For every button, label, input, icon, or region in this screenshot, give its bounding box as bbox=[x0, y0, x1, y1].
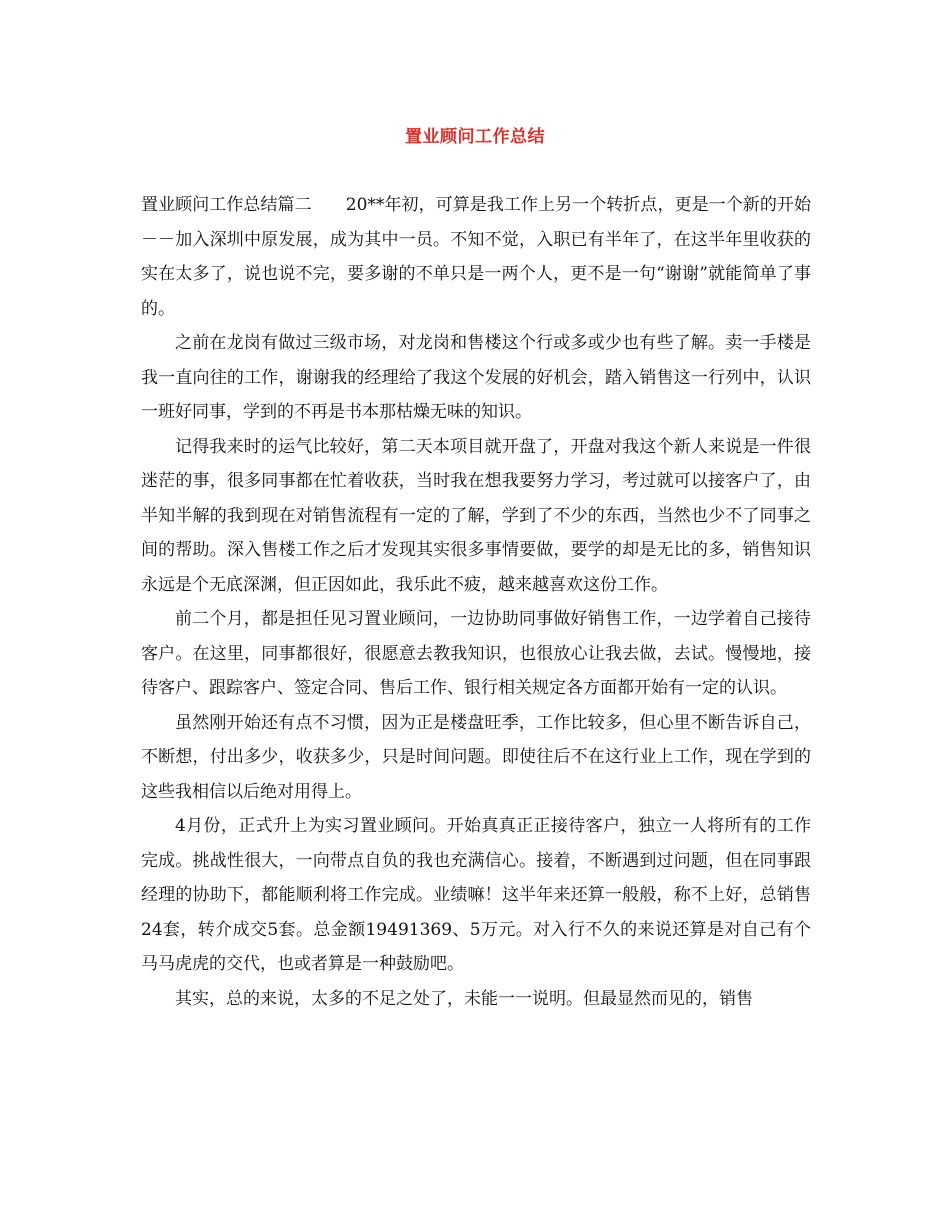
paragraph-promotion: 4月份，正式升上为实习置业顾问。开始真真正正接待客户，独立一人将所有的工作完成。挑战性很大，一向带点自负的我也充满信心。接着，不断遇到过问题，但在同事跟经理的协助下，都能顺利将工作完成。业绩嘛！这半年来还算一般般，称不上好，总销售24套，转介成交5套。总金额19491369、5万元。对入行不久的来说还算是对自己有个马马虎虎的交代，也或者算是一种鼓励吧。 bbox=[141, 816, 811, 974]
document-title: 置业顾问工作总结 bbox=[405, 127, 545, 147]
paragraph-trainee-period: 前二个月，都是担任见习置业顾问，一边协助同事做好销售工作，一边学着自己接待客户。在这里，同事都很好，很愿意去教我知识，也很放心让我去做，去试。慢慢地，接待客户、跟踪客户、签定合同、售后工作、银行相关规定各方面都开始有一定的认识。 bbox=[141, 609, 811, 698]
paragraph-background: 之前在龙岗有做过三级市场，对龙岗和售楼这个行或多或少也有些了解。卖一手楼是我一直向往的工作，谢谢我的经理给了我这个发展的好机会，踏入销售这一行列中，认识一班好同事，学到的不再是书本那枯燥无味的知识。 bbox=[141, 333, 811, 422]
paragraph-adjustment: 虽然刚开始还有点不习惯，因为正是楼盘旺季，工作比较多，但心里不断告诉自己，不断想，付出多少，收获多少，只是时间问题。即使往后不在这行业上工作，现在学到的这些我相信以后绝对用得上。 bbox=[141, 712, 811, 802]
paragraph-first-days: 记得我来时的运气比较好，第二天本项目就开盘了，开盘对我这个新人来说是一件很迷茫的事，很多同事都在忙着收获，当时我在想我要努力学习，考过就可以接客户了，由半知半解的我到现在对销售流程有一定的了解，学到了不少的东西，当然也少不了同事之间的帮助。深入售楼工作之后才发现其实很多事情要做，要学的却是无比的多，销售知识永远是个无底深渊，但正因如此，我乐此不疲，越来越喜欢这份工作。 bbox=[141, 436, 811, 595]
document-body bbox=[141, 188, 811, 1016]
paragraph-summary: 其实，总的来说，太多的不足之处了，未能一一说明。但最显然而见的，销售 bbox=[175, 988, 753, 1009]
paragraph-intro: 置业顾问工作总结篇二 20**年初，可算是我工作上另一个转折点，更是一个新的开始－－加入深圳中原发展，成为其中一员。不知不觉，入职已有半年了，在这半年里收获的实在太多了，说也说不完，要多谢的不单只是一两个人，更不是一句“谢谢”就能简单了事的。 bbox=[141, 195, 811, 319]
